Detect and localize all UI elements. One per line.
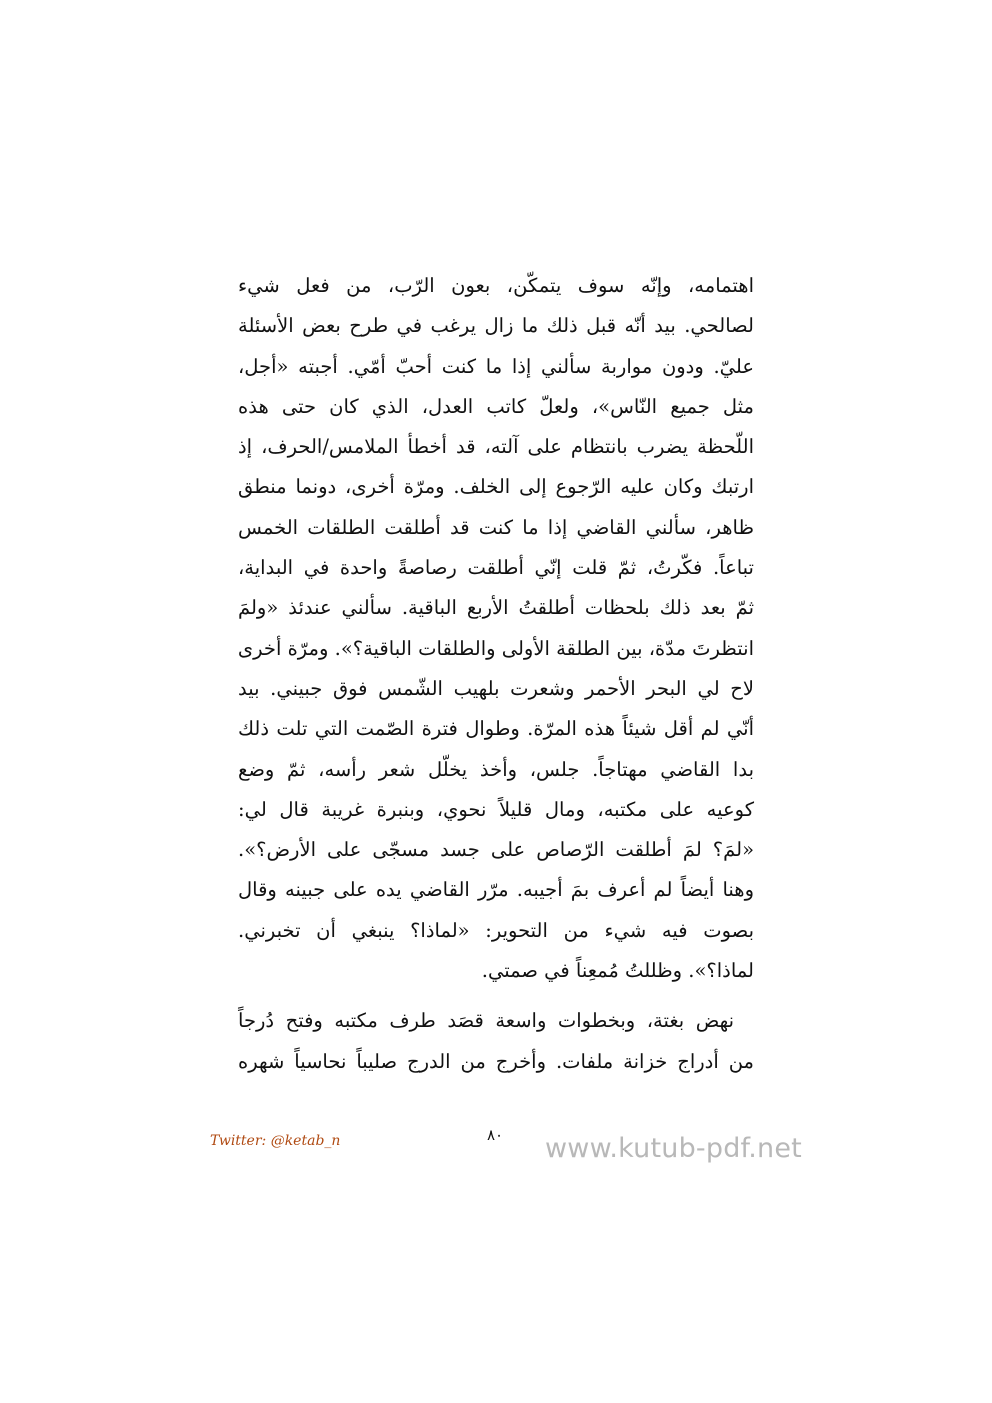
text-line: وهنا أيضاً لم أعرف بمَ أجيبه. مرّر القاضي يده على جبينه وقال [238, 878, 754, 902]
text-line: اهتمامه، وإنّه سوف يتمكّن، بعون الرّب، من فعل شيء [238, 274, 754, 297]
twitter-handle: Twitter: @ketab_n [210, 1133, 341, 1149]
text-line: تباعاً. فكّرتُ، ثمّ قلت إنّي أطلقت رصاصةً واحدة في البداية، [238, 556, 754, 580]
body-text [238, 266, 754, 1082]
text-line: لماذا؟». وظللتُ مُمعِناً في صمتي. [481, 959, 754, 983]
text-line: ظاهر، سألني القاضي إذا ما كنت قد أطلقت الطلقات الخمس [238, 515, 754, 539]
paragraph-1 [238, 266, 754, 991]
text-line: كوعيه على مكتبه، ومال قليلاً نحوي، وبنبرة غريبة قال لي: [238, 797, 754, 821]
text-line: عليّ. ودون مواربة سألني إذا ما كنت أحبّ أمّي. أجبته «أجل، [238, 354, 754, 378]
text-line: اللّحظة يضرب بانتظام على آلته، قد أخطأ الملامس/الحرف، إذ [238, 435, 754, 459]
watermark-url: www.kutub-pdf.net [545, 1133, 802, 1164]
text-line: مثل جميع النّاس»، ولعلّ كاتب العدل، الذي كان حتى هذه [238, 394, 754, 418]
text-line: ارتبك وكان عليه الرّجوع إلى الخلف. ومرّة أخرى، دونما منطق [238, 475, 754, 499]
page-number: ٨٠ [487, 1126, 504, 1144]
text-line: أنّي لم أقل شيئاً هذه المرّة. وطوال فترة الصّمت التي تلت ذلك [238, 717, 754, 741]
text-line: «لمَ؟ لمَ أطلقت الرّصاص على جسد مسجّى على الأرض؟». [238, 838, 754, 862]
text-line: بصوت فيه شيء من التحوير: «لماذا؟ ينبغي أن تخبرني. [238, 918, 754, 942]
text-line: ثمّ بعد ذلك بلحظات أطلقتُ الأربع الباقية. سألني عندئذ «ولمَ [238, 596, 754, 620]
text-line: انتظرتَ مدّة، بين الطلقة الأولى والطلقات الباقية؟». ومرّة أخرى [237, 636, 754, 660]
text-line: من أدراج خزانة ملفات. وأخرج من الدرج صليباً نحاسياً شهره [238, 1049, 754, 1073]
text-line: لصالحي. بيد أنّه قبل ذلك ما زال يرغب في طرح بعض الأسئلة [238, 314, 754, 338]
paragraph-2 [238, 1001, 754, 1082]
text-line: نهض بغتة، وبخطوات واسعة قصَد طرف مكتبه وفتح دُرجاً [238, 1009, 734, 1033]
text-line: بدا القاضي مهتاجاً. جلس، وأخذ يخلّل شعر رأسه، ثمّ وضع [238, 757, 754, 781]
text-line: لاح لي البحر الأحمر وشعرت بلهيب الشّمس فوق جبيني. بيد [238, 676, 754, 700]
